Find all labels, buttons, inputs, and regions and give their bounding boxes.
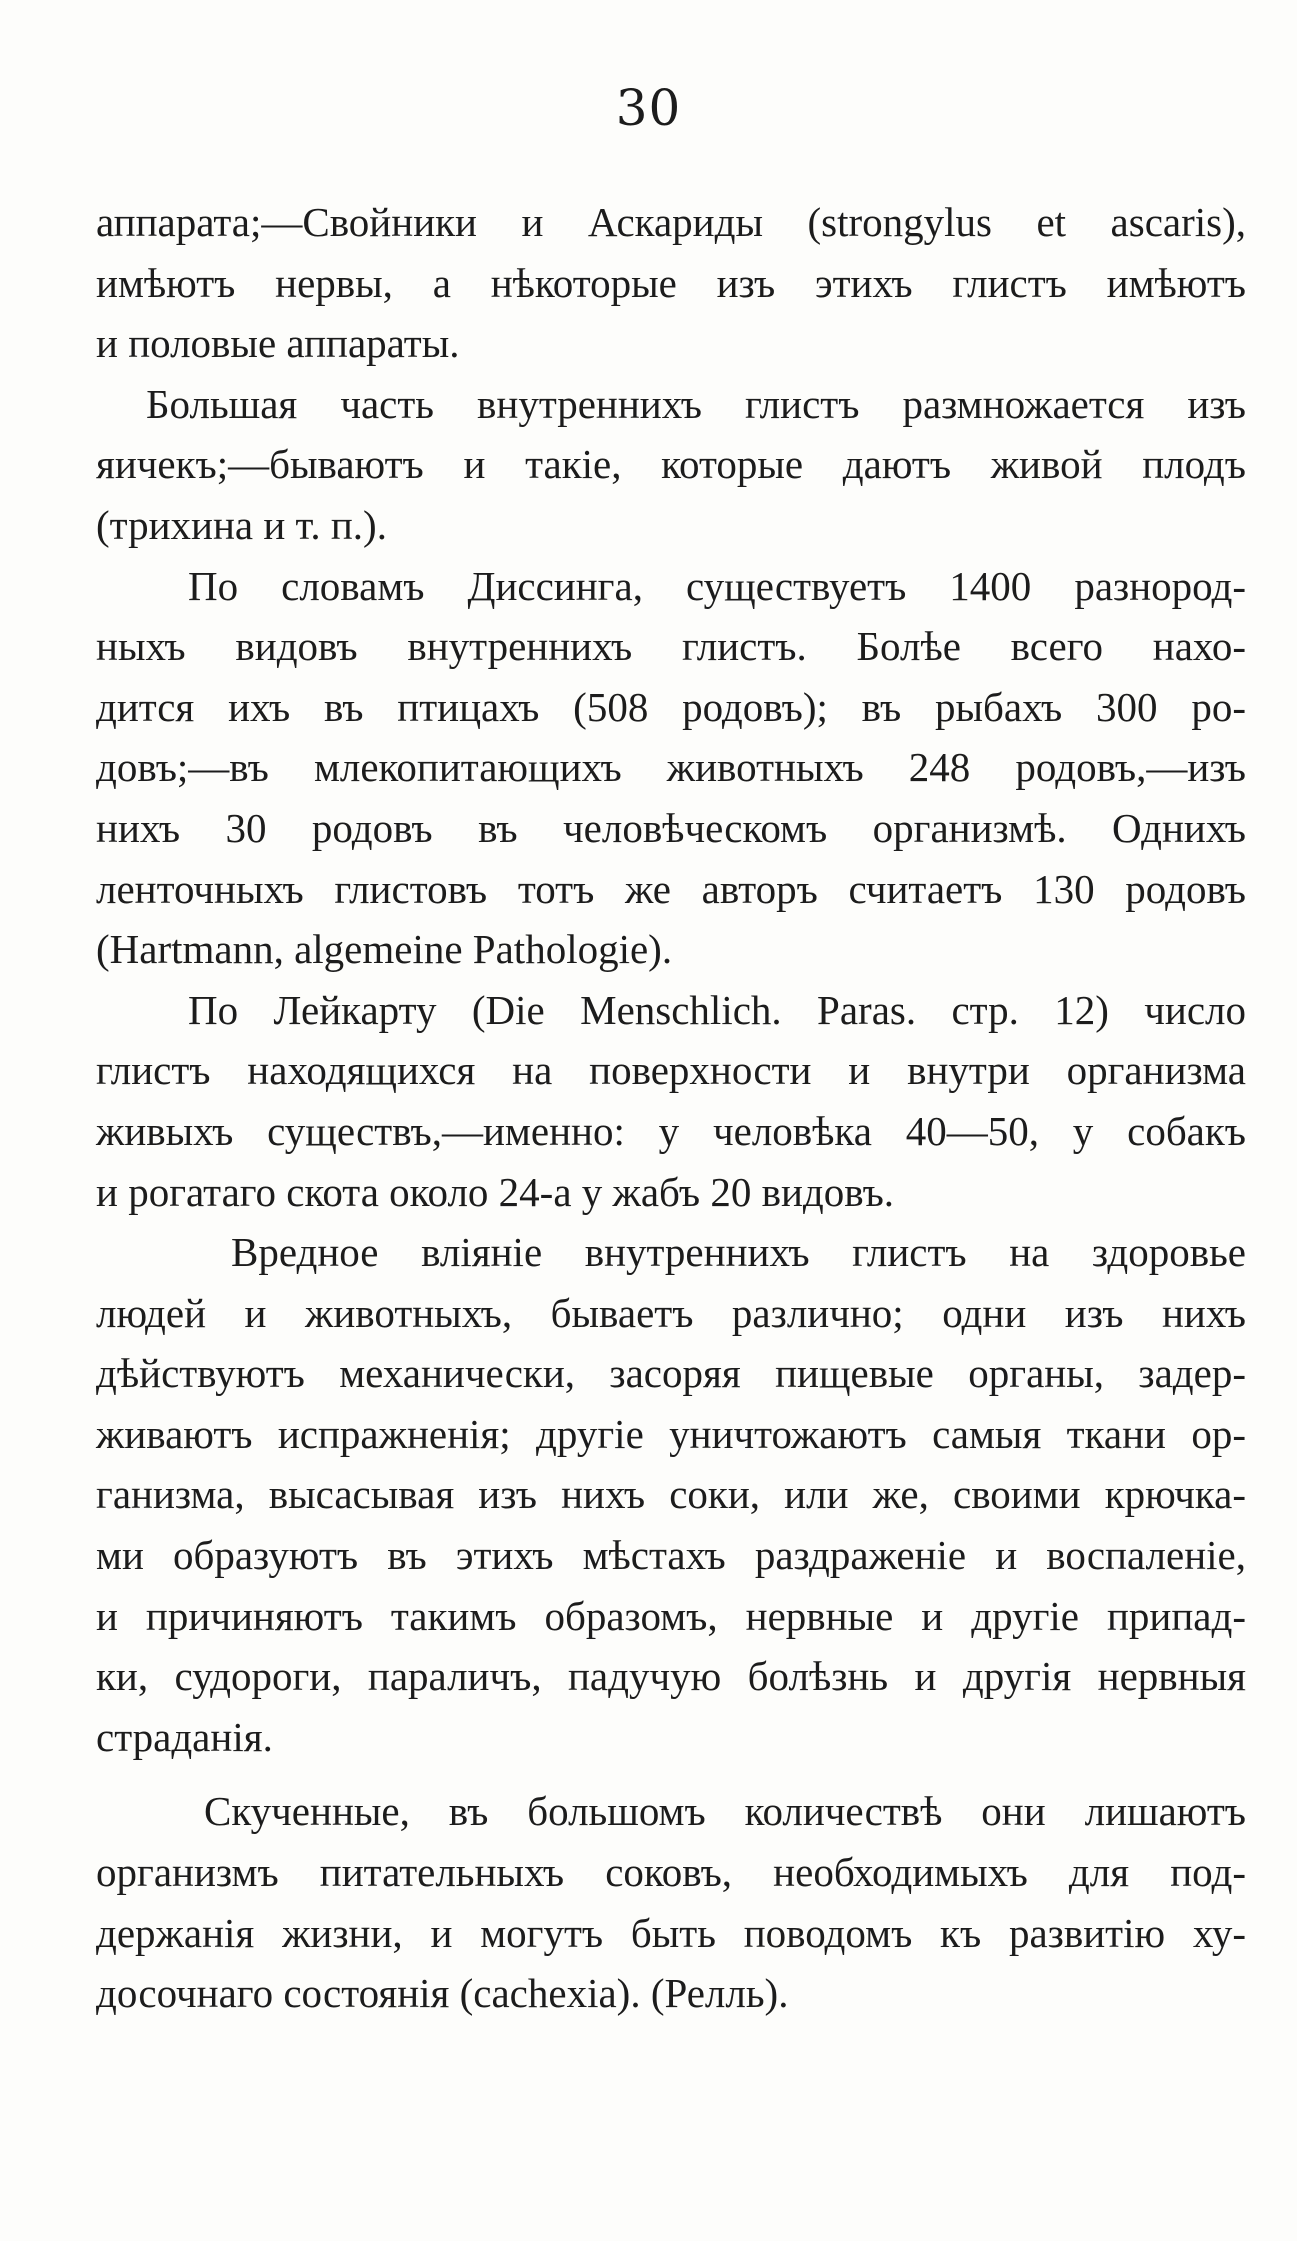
text-line: довъ;—въ млекопитающихъ животныхъ 248 родовъ,—изъ [96,744,1246,791]
paragraph [96,192,1246,374]
text-line: нихъ 30 родовъ въ человѣческомъ организмѣ. Однихъ [96,804,1246,851]
paragraph [96,1781,1246,2023]
text-line: и рогатаго скота около 24-а у жабъ 20 видовъ. [96,1168,895,1215]
text-line: досочнаго состоянія (cachexia). (Релль). [96,1970,789,2017]
paragraph [96,556,1246,980]
text-line: (трихина и т. п.). [96,501,387,548]
text-line: аппарата;—Свойники и Аскариды (strongylus et ascaris), [96,199,1246,245]
text-line: живыхъ существъ,—именно: у человѣка 40—50, у собакъ [96,1107,1246,1154]
text-line: глистъ находящихся на поверхности и внутри организма [96,1047,1246,1094]
text-line: По словамъ Диссинга, существуетъ 1400 разнород- [188,562,1246,609]
paragraph [96,980,1246,1222]
text-line: ганизма, высасывая изъ нихъ соки, или же, своими крючка- [96,1471,1246,1518]
text-line: дится ихъ въ птицахъ (508 родовъ); въ рыбахъ 300 ро- [96,683,1246,730]
text-line: держанія жизни, и могутъ быть поводомъ къ развитію ху- [96,1909,1246,1956]
page-number: 30 [615,79,682,137]
text-line: ленточныхъ глистовъ тотъ же авторъ считаетъ 130 родовъ [96,865,1246,912]
text-line: и половые аппараты. [96,320,460,367]
text-line: имѣютъ нервы, а нѣкоторые изъ этихъ глистъ имѣютъ [96,259,1246,306]
text-line: живаютъ испражненія; другіе уничтожаютъ самыя ткани ор- [96,1410,1246,1457]
text-line: яичекъ;—бываютъ и такіе, которые даютъ живой плодъ [96,441,1246,488]
text-line: и причиняютъ такимъ образомъ, нервные и другіе припад- [96,1592,1246,1639]
text-line: страданія. [96,1713,273,1760]
text-line: дѣйствуютъ механически, засоряя пищевые органы, задер- [96,1350,1246,1397]
paragraph [96,374,1246,556]
text-line: Вредное вліяніе внутреннихъ глистъ на здоровье [231,1229,1246,1276]
text-line: ки, судороги, параличъ, падучую болѣзнь и другія нервныя [96,1653,1246,1700]
paragraph [96,1222,1246,1767]
text-line: людей и животныхъ, бываетъ различно; одни изъ нихъ [96,1289,1246,1336]
text-line: организмъ питательныхъ соковъ, необходимыхъ для под- [96,1849,1246,1896]
text-line: ныхъ видовъ внутреннихъ глистъ. Болѣе всего нахо- [96,623,1246,670]
text-line: (Hartmann, algemeine Pathologie). [96,926,673,973]
text-line: Скученные, въ большомъ количествѣ они лишаютъ [204,1788,1246,1835]
text-line: ми образуютъ въ этихъ мѣстахъ раздраженіе и воспаленіе, [96,1532,1246,1579]
text-line: Большая часть внутреннихъ глистъ размножается изъ [146,380,1246,427]
text-line: По Лейкарту (Die Menschlich. Paras. стр. 12) число [188,986,1246,1033]
body-text [96,192,1246,2024]
